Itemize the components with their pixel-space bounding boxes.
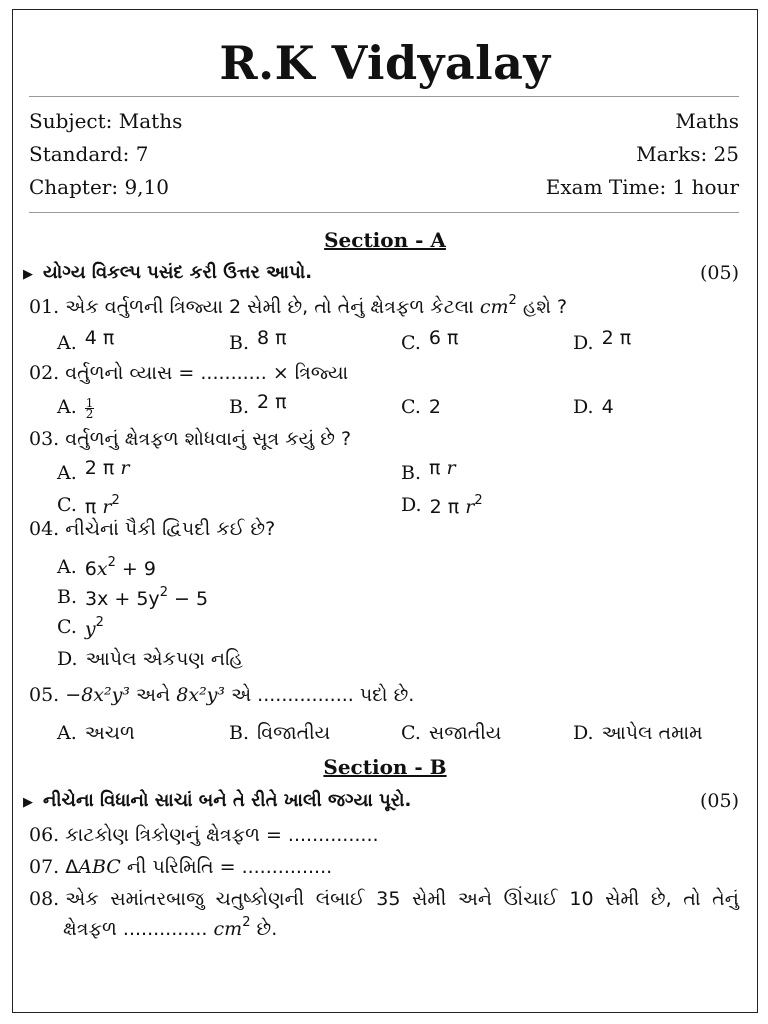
subject-label: Subject: Maths	[29, 109, 183, 133]
option-d[interactable]	[401, 494, 483, 516]
divider	[29, 212, 739, 213]
option-value: 4 π	[84, 327, 115, 349]
option-value: 4	[601, 396, 614, 418]
question-2	[29, 362, 348, 384]
question-text: વર્તુળનું ક્ષેત્રફળ શોધવાનું સૂત્ર કયું છે ?	[65, 428, 352, 450]
option-coef: 6	[84, 558, 97, 580]
option-a[interactable]	[57, 327, 115, 354]
option-value: 8 π	[257, 327, 287, 349]
word: તો	[683, 888, 701, 910]
option-d[interactable]	[573, 722, 703, 744]
subject-right-label: Maths	[675, 109, 739, 133]
option-a[interactable]	[57, 556, 156, 578]
option-letter: A.	[57, 722, 77, 744]
option-var: r	[446, 457, 456, 479]
question-number: 01.	[29, 296, 60, 318]
option-value	[85, 585, 209, 610]
option-value: અચળ	[84, 722, 135, 744]
question-text: વર્તુળનો વ્યાસ = ........... × ત્રિજ્યા	[65, 362, 349, 384]
option-var: x	[96, 558, 108, 580]
word: ચતુષ્કોણની	[215, 888, 305, 910]
option-coef: 2 π	[429, 496, 460, 518]
option-value	[84, 493, 120, 518]
option-rest: − 5	[167, 588, 209, 610]
chapter-label: Chapter: 9,10	[29, 175, 169, 199]
numerator: 1	[85, 395, 94, 410]
exam-time-label: Exam Time: 1 hour	[545, 175, 739, 199]
option-letter: C.	[401, 396, 421, 418]
option-value: વિજાતીય	[257, 722, 331, 744]
option-exp: 2	[474, 493, 483, 508]
option-value	[84, 615, 104, 640]
word: 10	[569, 888, 594, 910]
option-exp: 2	[107, 555, 116, 570]
question-number: 02.	[29, 362, 60, 384]
option-value: 6 π	[428, 327, 459, 349]
unit-exponent: 2	[508, 293, 517, 308]
standard-label: Standard: 7	[29, 142, 149, 166]
option-value: આપેલ તમામ	[601, 722, 703, 744]
option-letter: C.	[401, 332, 421, 354]
question-8-line-1	[29, 888, 739, 910]
option-letter: B.	[229, 722, 250, 744]
question-number: 07.	[29, 856, 60, 878]
option-letter: D.	[57, 648, 78, 670]
word: સમાંતરબાજુ	[110, 888, 205, 910]
option-a[interactable]	[57, 396, 94, 419]
question-text: ક્ષેત્રફળ ..............	[63, 918, 208, 940]
instruction-text: નીચેના વિધાનો સાચાં બને તે રીતે ખાલી જગ્યા પૂરો.	[43, 790, 412, 811]
section-b-marks: (05)	[699, 790, 739, 812]
option-letter: D.	[573, 332, 594, 354]
section-b-title: Section - B	[323, 755, 447, 779]
option-b[interactable]	[229, 327, 287, 354]
option-letter: A.	[57, 556, 77, 578]
option-b[interactable]	[401, 457, 456, 484]
question-number: 08. એક	[29, 888, 99, 910]
option-letter: D.	[573, 396, 594, 418]
triangle-bullet-icon: ▶	[23, 267, 33, 282]
option-a[interactable]	[57, 457, 130, 484]
option-value	[84, 555, 156, 580]
option-letter: B.	[229, 332, 250, 354]
unit-exponent: 2	[242, 915, 251, 930]
term-2: 8x²y³	[176, 684, 226, 706]
school-title: R.K Vidyalay	[219, 36, 551, 90]
question-text-end: એ ................ પદો છે.	[231, 684, 415, 706]
option-letter: C.	[401, 722, 421, 744]
question-text-end: છે.	[256, 918, 278, 940]
fraction	[85, 395, 95, 421]
option-b[interactable]	[229, 391, 287, 418]
option-letter: D.	[573, 722, 594, 744]
option-value: 2	[428, 396, 441, 418]
question-8	[29, 888, 739, 940]
unit: cm	[213, 918, 243, 940]
option-letter: C.	[57, 494, 77, 516]
option-letter: B.	[401, 462, 422, 484]
option-expr: 3x + 5y	[85, 588, 160, 610]
option-b[interactable]	[229, 722, 330, 744]
question-text: નીચેનાં પૈકી દ્વિપદી કઈ છે?	[65, 518, 276, 540]
question-number: 04.	[29, 518, 60, 540]
option-letter: A.	[57, 332, 77, 354]
option-value: સજાતીય	[428, 722, 502, 744]
option-var: r	[102, 496, 112, 518]
option-letter: B.	[229, 396, 250, 418]
option-d[interactable]	[573, 396, 614, 418]
triangle-bullet-icon: ▶	[23, 795, 33, 810]
option-a[interactable]	[57, 722, 135, 744]
word: છે,	[650, 888, 672, 910]
word: અને	[457, 888, 493, 910]
option-b[interactable]	[57, 586, 208, 608]
option-var: y	[84, 618, 96, 640]
word: તેનું	[712, 888, 739, 910]
section-b-instruction	[23, 790, 411, 811]
question-number: 05.	[29, 684, 60, 706]
option-var: r	[120, 457, 130, 479]
question-text: અને	[136, 684, 171, 706]
question-8-line-2	[63, 915, 739, 940]
option-letter: C.	[57, 616, 77, 638]
option-coef: π	[84, 496, 97, 518]
section-a-instruction	[23, 262, 312, 283]
question-text: ની પરિમિતિ = ...............	[126, 856, 333, 878]
option-letter: B.	[57, 586, 78, 608]
option-value: 2 π	[257, 391, 287, 413]
word: સેમી	[412, 888, 447, 910]
question-4	[29, 518, 275, 540]
option-letter: A.	[57, 396, 77, 418]
question-1	[29, 293, 568, 318]
question-3	[29, 428, 351, 450]
question-7	[29, 856, 332, 878]
option-d[interactable]	[57, 648, 243, 670]
question-number: 03.	[29, 428, 60, 450]
option-coef: 2 π	[84, 457, 115, 479]
divider	[29, 96, 739, 97]
question-text: કાટકોણ ત્રિકોણનું ક્ષેત્રફળ = ...............	[65, 824, 379, 846]
option-exp: 2	[111, 493, 120, 508]
delta-symbol: Δ	[65, 856, 79, 878]
option-d[interactable]	[573, 327, 632, 354]
option-value: આપેલ એકપણ નહિ	[85, 648, 243, 670]
question-text-end: હશે ?	[522, 296, 568, 318]
word: લંબાઈ	[315, 888, 365, 910]
term-1: −8x²y³	[65, 684, 130, 706]
option-c[interactable]	[401, 327, 459, 354]
denominator: 2	[85, 406, 94, 421]
option-value: 2 π	[601, 327, 632, 349]
question-5	[29, 684, 414, 706]
word: 35	[376, 888, 401, 910]
section-a-marks: (05)	[699, 262, 739, 284]
section-a-title: Section - A	[324, 228, 446, 252]
option-letter: A.	[57, 462, 77, 484]
option-value	[429, 493, 483, 518]
option-var: r	[465, 496, 475, 518]
unit: cm	[479, 296, 509, 318]
word: ઊંચાઈ	[503, 888, 558, 910]
option-c[interactable]	[57, 494, 120, 516]
option-c[interactable]	[401, 722, 501, 744]
question-text: એક વર્તુળની ત્રિજ્યા 2 સેમી છે, તો તેનું ક્ષેત્રફળ કેટલા	[65, 296, 474, 318]
option-value	[429, 457, 456, 479]
exam-paper	[12, 9, 758, 1013]
option-c[interactable]	[57, 616, 104, 638]
instruction-text: યોગ્ય વિકલ્પ પસંદ કરી ઉત્તર આપો.	[43, 262, 313, 283]
option-c[interactable]	[401, 396, 441, 418]
triangle-name: ABC	[78, 856, 121, 878]
option-exp: 2	[159, 585, 168, 600]
option-exp: 2	[95, 615, 104, 630]
option-coef: π	[429, 457, 441, 479]
option-value	[85, 457, 130, 479]
question-6	[29, 824, 379, 846]
option-rest: + 9	[115, 558, 156, 580]
option-letter: D.	[401, 494, 422, 516]
word: સેમી	[605, 888, 640, 910]
question-number: 06.	[29, 824, 60, 846]
marks-label: Marks: 25	[636, 142, 739, 166]
